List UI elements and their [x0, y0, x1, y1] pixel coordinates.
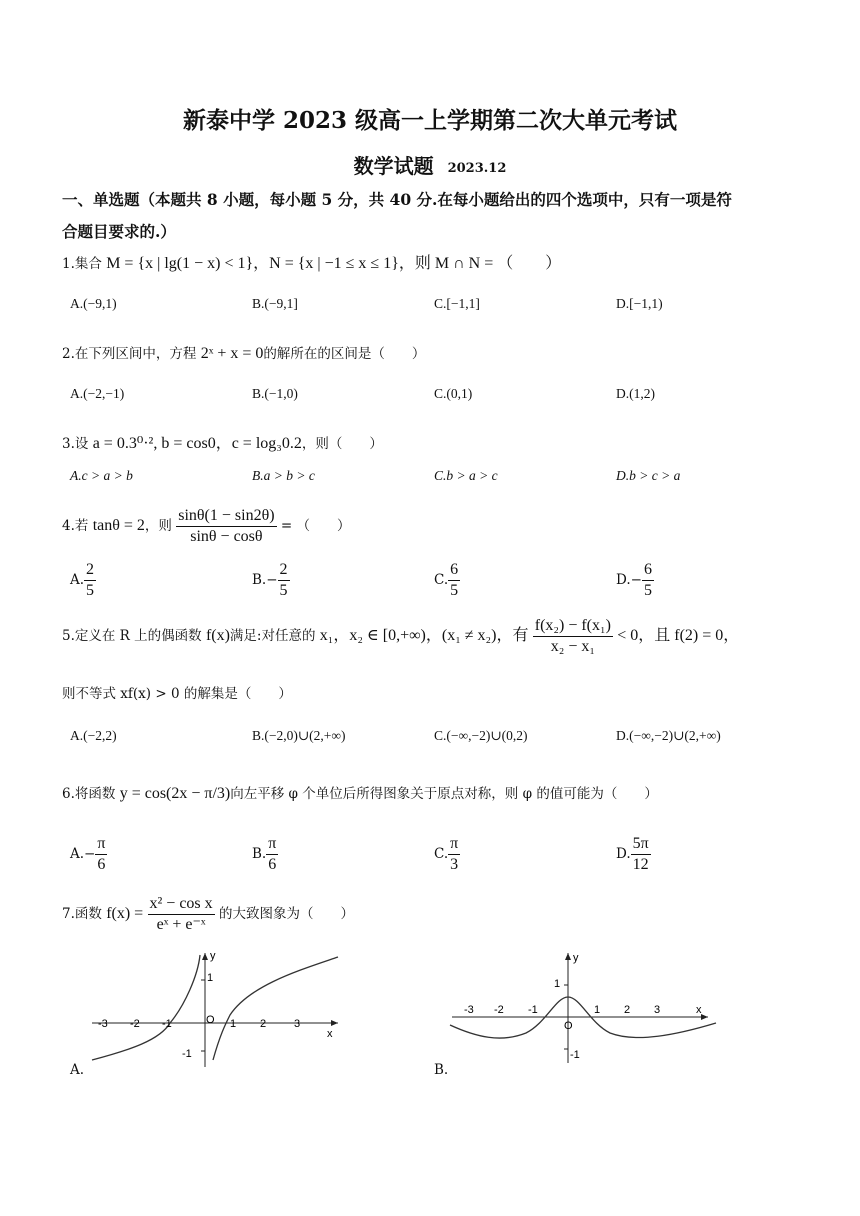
question-stem: 将函数: [74, 786, 116, 802]
option-b[interactable]: B.− $\frac{2}{5}$: [252, 561, 288, 599]
option-c[interactable]: C.(−∞,−2)∪(0,2): [434, 728, 528, 743]
question-fraction: $\frac{\text{f(x₂) − f(x₁)}}{\text{x₂ − x₁}}$: [534, 617, 611, 655]
question-number: 3.: [62, 436, 75, 452]
option-c[interactable]: C. $\frac{6}{5}$: [434, 561, 459, 599]
y-axis-label: y: [573, 952, 579, 964]
option-c[interactable]: C.[−1,1]: [434, 296, 480, 311]
option-c[interactable]: C. $\frac{\pi}{3}$: [434, 835, 459, 873]
question-math: f(x) =: [106, 905, 144, 922]
graph-option-a[interactable]: [70, 945, 350, 1075]
y-tick-label-pos: 1: [207, 972, 214, 984]
question-5: [62, 616, 739, 657]
question-stem: 集合: [74, 256, 102, 272]
question-7: [62, 894, 354, 935]
curve-left: [92, 955, 200, 1060]
exam-title: 新泰中学 2023 级高一上学期第二次大单元考试: [182, 107, 678, 134]
question-math-2: x₁，x₂ ∈ [0,+∞)，(x₁ ≠ x₂)，有: [319, 627, 529, 644]
x-tick-label: 1: [594, 1004, 601, 1016]
option-d[interactable]: D.− $\frac{6}{5}$: [616, 561, 652, 599]
question-stem: 在下列区间中，方程: [74, 346, 197, 362]
question-stem-mid: 满足:对任意的: [229, 628, 316, 644]
x-tick-label: -1: [528, 1004, 538, 1016]
option-b[interactable]: B.a > b > c: [252, 468, 315, 483]
option-a[interactable]: A. $\frac{2}{5}$: [70, 561, 95, 599]
question-stem-tail: ，则（ ）: [301, 436, 383, 452]
x-tick-label: -3: [464, 1004, 474, 1016]
question-stem-tail: 的解所在的区间是（ ）: [263, 346, 426, 362]
x-tick-label: -1: [162, 1018, 172, 1030]
curve-right: [213, 957, 338, 1060]
question-fraction: $\frac{\sin\theta(1 - \sin 2\theta)}{\sin\theta - \cos\theta}$: [178, 507, 275, 545]
section-heading: [62, 184, 802, 248]
option-b-label[interactable]: B.: [434, 1062, 449, 1078]
exam-subtitle: [0, 150, 860, 179]
y-axis-label: y: [210, 950, 216, 962]
option-a[interactable]: A.− $\frac{\pi}{6}$: [70, 835, 106, 873]
question-number: 4.: [62, 518, 75, 534]
x-axis-label: x: [327, 1028, 333, 1040]
section-heading-line2: 合题目要求的.）: [62, 222, 176, 241]
option-a[interactable]: A.(−2,−1): [70, 386, 125, 401]
option-c[interactable]: C.b > a > c: [434, 468, 498, 483]
x-axis-arrow: [331, 1020, 338, 1026]
x-tick-label: -2: [494, 1004, 504, 1016]
option-d[interactable]: D.b > c > a: [616, 468, 681, 483]
question-6: [62, 782, 658, 803]
question-math: f(x): [205, 627, 230, 644]
question-math: 2ˣ + x = 0: [200, 345, 264, 362]
option-b[interactable]: B.(−2,0)∪(2,+∞): [252, 728, 346, 743]
origin-label: O: [564, 1020, 573, 1032]
question-stem-tail: ，则: [144, 518, 172, 534]
question-math: tanθ = 2: [92, 517, 145, 534]
option-a[interactable]: A.(−2,2): [70, 728, 117, 743]
option-b[interactable]: B.(−9,1]: [252, 296, 298, 311]
option-a[interactable]: A.(−9,1): [70, 296, 117, 311]
curve: [450, 997, 716, 1038]
question-4: [62, 506, 350, 547]
option-d[interactable]: D.(−∞,−2)∪(2,+∞): [616, 728, 721, 743]
question-math: a = 0.3⁰·², b = cos0，c = log₃0.2: [92, 435, 302, 452]
option-a[interactable]: A.c > a > b: [70, 468, 133, 483]
subject-label: 数学试题: [353, 154, 434, 178]
x-tick-label: 2: [260, 1018, 267, 1030]
question-1: [62, 250, 561, 273]
y-tick-label-neg: -1: [570, 1049, 580, 1061]
question-stem: 定义在 R 上的偶函数: [74, 628, 202, 644]
option-d[interactable]: D.[−1,1): [616, 296, 663, 311]
question-5-line-2: 则不等式 xf(x) > 0 的解集是（ ）: [62, 686, 292, 702]
graph-option-b[interactable]: [446, 945, 726, 1075]
option-d[interactable]: D.(1,2): [616, 386, 655, 401]
y-axis-arrow: [565, 953, 571, 960]
question-number: 6.: [62, 786, 75, 802]
y-axis-arrow: [202, 953, 208, 960]
question-tail: < 0，且 f(2) = 0，: [617, 627, 740, 644]
question-number: 2.: [62, 346, 75, 362]
question-tail: = （ ）: [280, 518, 351, 534]
question-math: M = {x | lg(1 − x) < 1}，N = {x | −1 ≤ x ≤ 1}，则 M ∩ N = （ ）: [106, 255, 562, 272]
question-fraction: $\frac{\text{x² − cos x}}{\text{eˣ + e⁻ˣ}}$: [149, 895, 213, 933]
question-number: 1.: [62, 256, 75, 272]
origin-label: O: [206, 1014, 215, 1026]
question-stem: 设: [74, 436, 89, 452]
y-tick-label-pos: 1: [554, 978, 561, 990]
option-a-label[interactable]: A.: [70, 1062, 85, 1078]
x-tick-label: 1: [230, 1018, 237, 1030]
question-stem: 若: [74, 518, 89, 534]
question-3: [62, 430, 383, 453]
question-stem-tail: 向左平移 φ 个单位后所得图象关于原点对称，则 φ 的值可能为（ ）: [230, 786, 658, 802]
question-math: y = cos(2x − π/3): [119, 785, 231, 802]
x-tick-label: 3: [294, 1018, 301, 1030]
exam-date: 2023.12: [447, 161, 507, 176]
y-tick-label-neg: -1: [182, 1048, 192, 1060]
question-stem: 函数: [74, 906, 102, 922]
question-number: 7.: [62, 906, 75, 922]
section-heading-line1: 一、单选题（本题共 8 小题，每小题 5 分，共 40 分.在每小题给出的四个选项中，只有一项是符: [62, 190, 732, 209]
x-tick-label: 3: [654, 1004, 661, 1016]
x-axis-arrow: [701, 1014, 708, 1020]
question-number: 5.: [62, 628, 75, 644]
option-b[interactable]: B.(−1,0): [252, 386, 298, 401]
x-tick-label: -2: [130, 1018, 140, 1030]
option-d[interactable]: D. $\frac{5\pi}{12}$: [616, 835, 649, 873]
x-tick-label: -3: [98, 1018, 108, 1030]
option-c[interactable]: C.(0,1): [434, 386, 473, 401]
x-axis-label: x: [696, 1004, 702, 1016]
x-tick-label: 2: [624, 1004, 631, 1016]
question-2: [62, 342, 425, 363]
option-b[interactable]: B. $\frac{\pi}{6}$: [252, 835, 277, 873]
question-stem-tail: 的大致图象为（ ）: [218, 906, 354, 922]
